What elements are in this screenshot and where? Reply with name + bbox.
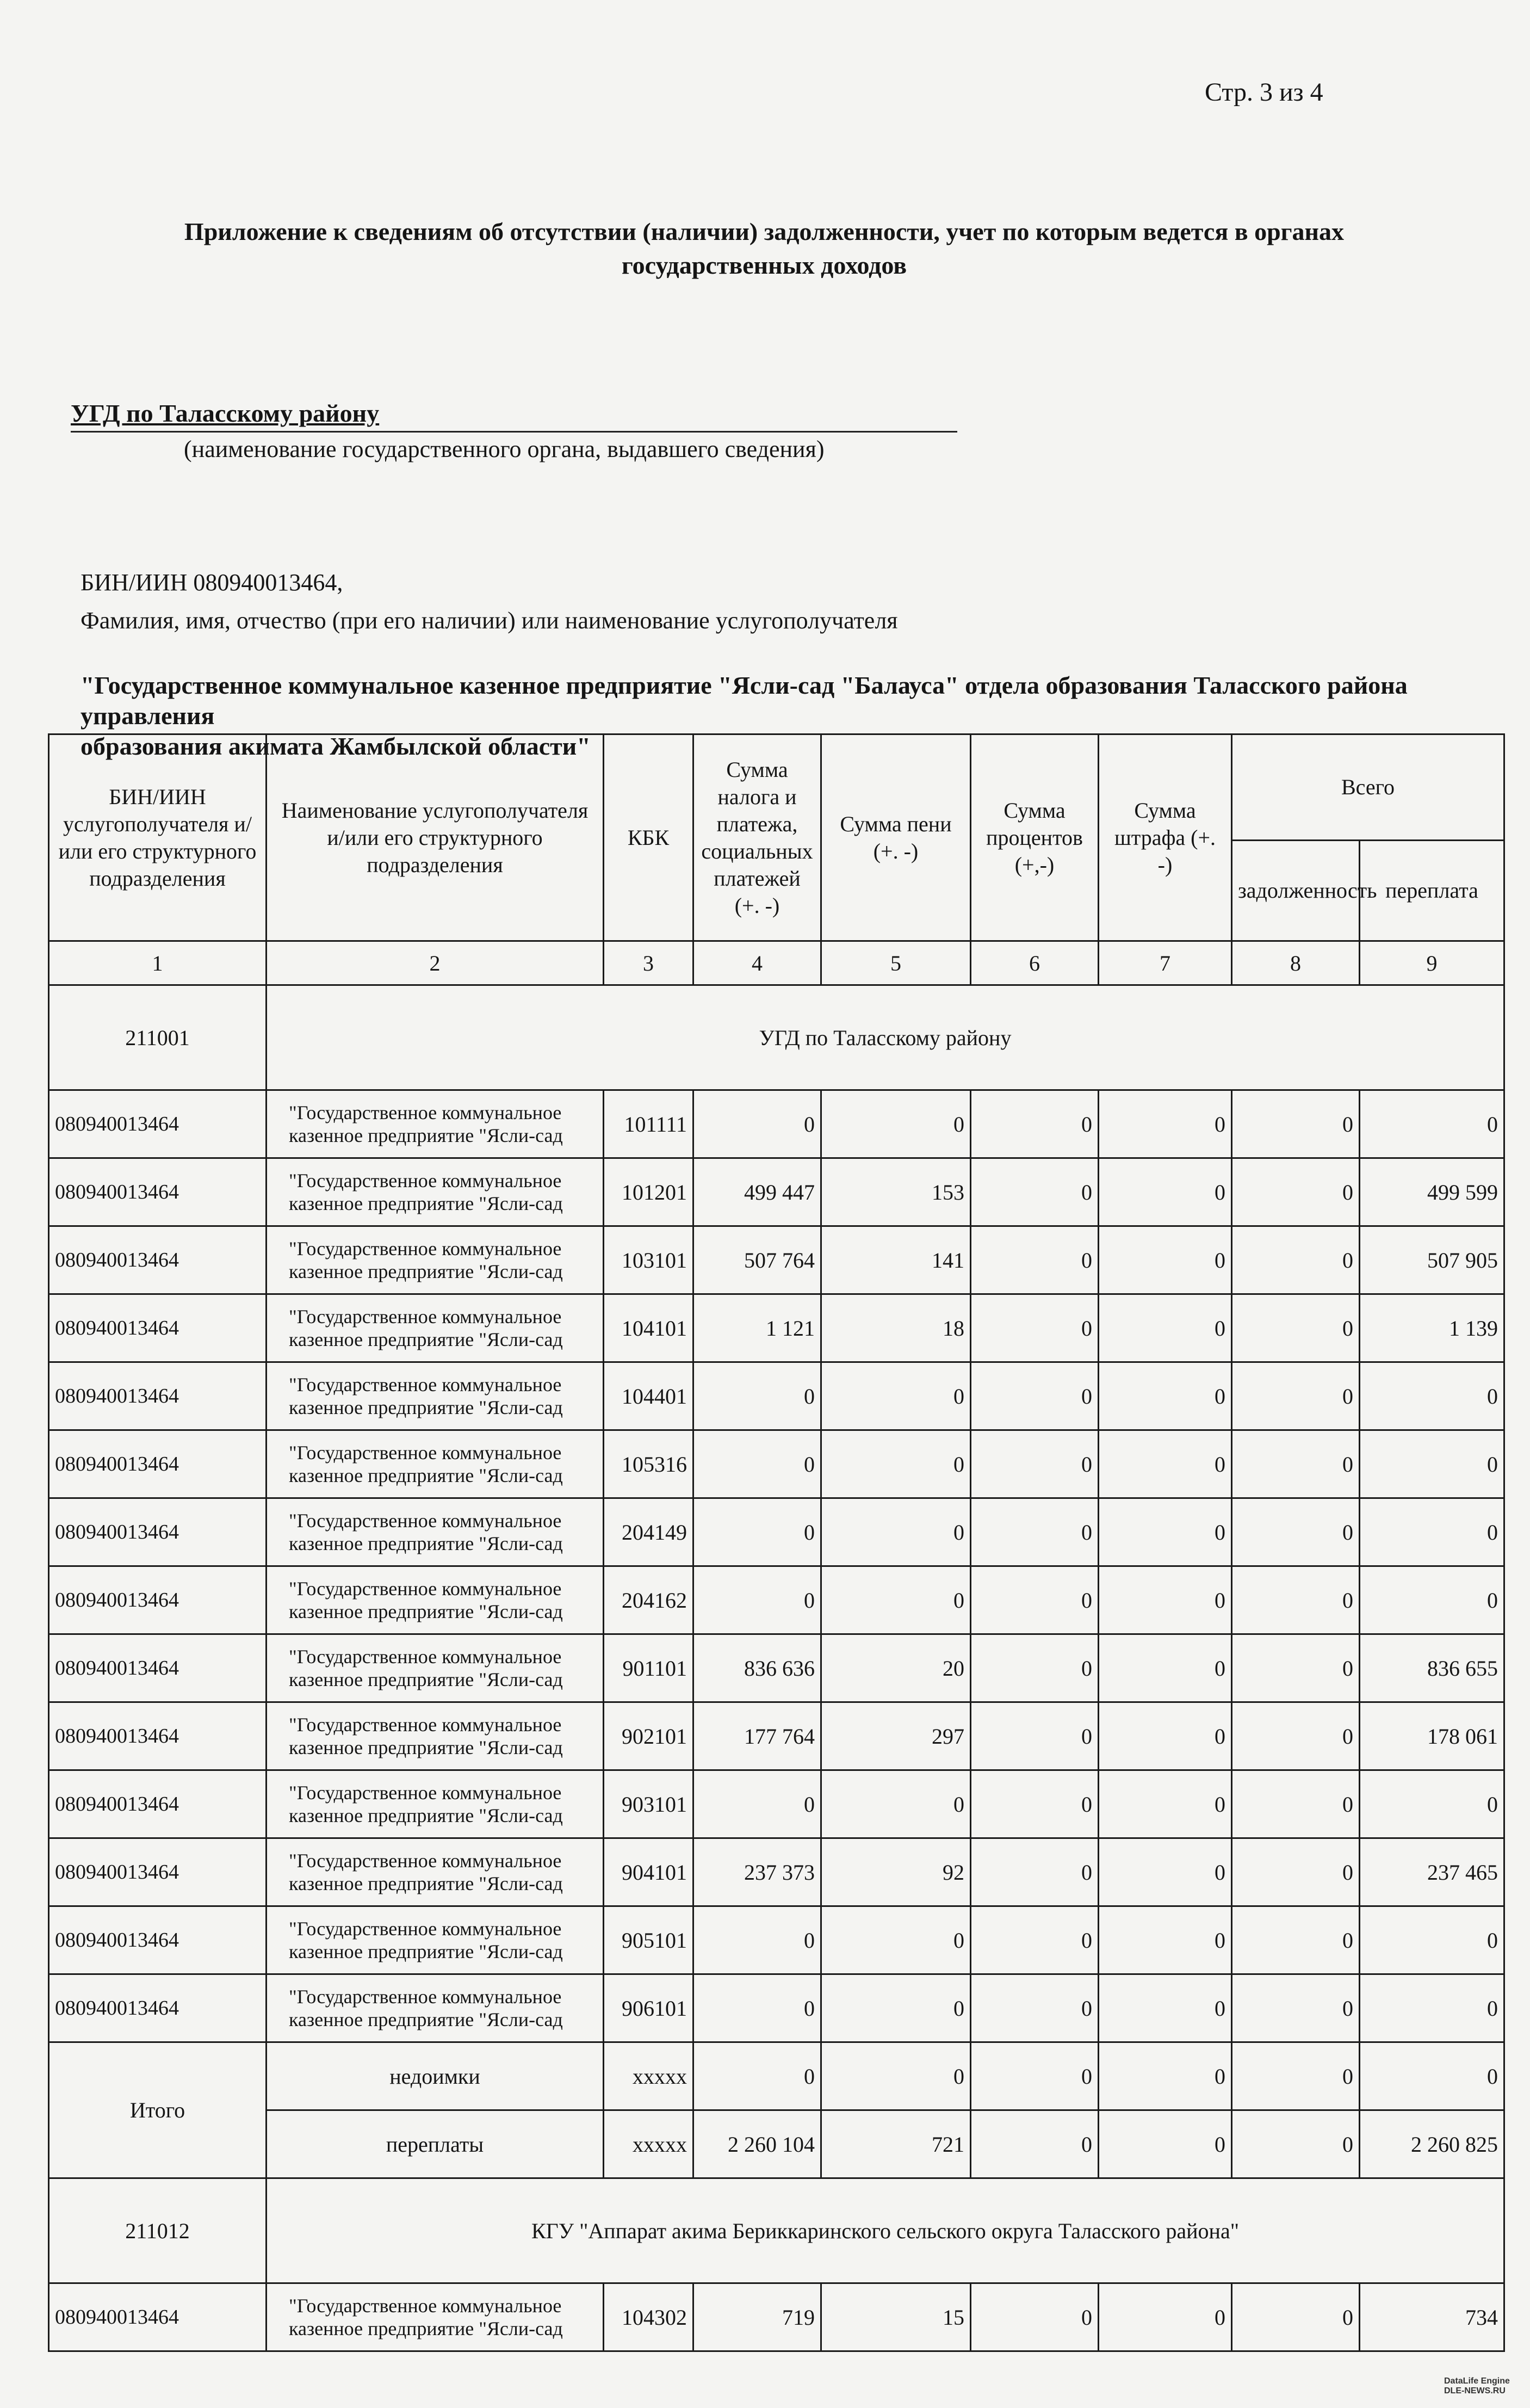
cell-name: "Государственное коммунальное казенное предприятие "Ясли-сад	[267, 1430, 604, 1498]
cell-interest: 0	[971, 1158, 1099, 1226]
cell-overpay: 237 465	[1360, 1838, 1504, 1906]
cell-debt: 0	[1232, 1906, 1360, 1974]
cell-tax: 1 121	[693, 1294, 821, 1362]
col-number: 5	[821, 941, 971, 985]
cell-interest: 0	[971, 2110, 1099, 2178]
cell-overpay: 2 260 825	[1360, 2110, 1504, 2178]
cell-name: "Государственное коммунальное казенное предприятие "Ясли-сад	[267, 1498, 604, 1566]
col-number: 7	[1099, 941, 1232, 985]
cell-debt: 0	[1232, 1090, 1360, 1158]
cell-overpay: 836 655	[1360, 1634, 1504, 1702]
cell-peni: 0	[821, 1498, 971, 1566]
cell-bin: 080940013464	[49, 2283, 267, 2351]
cell-name: "Государственное коммунальное казенное предприятие "Ясли-сад	[267, 1566, 604, 1634]
cell-fine: 0	[1099, 1770, 1232, 1838]
title-line-2: государственных доходов	[621, 251, 907, 279]
cell-debt: 0	[1232, 1634, 1360, 1702]
cell-debt: 0	[1232, 1226, 1360, 1294]
cell-peni: 0	[821, 1974, 971, 2042]
cell-overpay: 734	[1360, 2283, 1504, 2351]
cell-kbk: 104302	[604, 2283, 693, 2351]
cell-bin: 080940013464	[49, 1702, 267, 1770]
cell-debt: 0	[1232, 1498, 1360, 1566]
total-row-arrears	[49, 2042, 1504, 2110]
cell-bin: 080940013464	[49, 1770, 267, 1838]
cell-kbk: 905101	[604, 1906, 693, 1974]
cell-kbk: xxxxx	[604, 2042, 693, 2110]
cell-name: "Государственное коммунальное казенное предприятие "Ясли-сад	[267, 1362, 604, 1430]
authority-caption: (наименование государственного органа, выдавшего сведения)	[184, 436, 825, 462]
cell-interest: 0	[971, 1294, 1099, 1362]
cell-name: "Государственное коммунальное казенное предприятие "Ясли-сад	[267, 1634, 604, 1702]
cell-bin: 080940013464	[49, 1906, 267, 1974]
cell-fine: 0	[1099, 2283, 1232, 2351]
cell-bin: 080940013464	[49, 1498, 267, 1566]
cell-fine: 0	[1099, 1702, 1232, 1770]
page-number: Стр. 3 из 4	[1205, 78, 1323, 107]
cell-overpay: 0	[1360, 2042, 1504, 2110]
cell-interest: 0	[971, 1430, 1099, 1498]
cell-name: "Государственное коммунальное казенное предприятие "Ясли-сад	[267, 1906, 604, 1974]
cell-tax: 0	[693, 1974, 821, 2042]
department-code: 211012	[49, 2178, 267, 2283]
bin-line: БИН/ИИН 080940013464,	[80, 569, 343, 596]
total-row-overpayments	[49, 2110, 1504, 2178]
cell-bin: 080940013464	[49, 1634, 267, 1702]
header-overpay: переплата	[1360, 841, 1504, 941]
header-name: Наименование услугополучателя и/или его структурного подразделения	[267, 734, 604, 941]
cell-fine: 0	[1099, 1634, 1232, 1702]
cell-tax: 0	[693, 1906, 821, 1974]
table-row	[49, 1634, 1504, 1702]
cell-interest: 0	[971, 1566, 1099, 1634]
department-name: УГД по Таласскому району	[267, 985, 1504, 1090]
cell-fine: 0	[1099, 2110, 1232, 2178]
header-debt: задолженность	[1232, 841, 1360, 941]
header-penalty: Сумма пени (+. -)	[821, 734, 971, 941]
col-number: 4	[693, 941, 821, 985]
table-row	[49, 1090, 1504, 1158]
cell-kbk: 101111	[604, 1090, 693, 1158]
cell-tax: 0	[693, 1770, 821, 1838]
cell-interest: 0	[971, 1634, 1099, 1702]
cell-fine: 0	[1099, 1226, 1232, 1294]
cell-interest: 0	[971, 1090, 1099, 1158]
table-row	[49, 1226, 1504, 1294]
col-number: 3	[604, 941, 693, 985]
cell-fine: 0	[1099, 2042, 1232, 2110]
cell-peni: 15	[821, 2283, 971, 2351]
cell-tax: 0	[693, 2042, 821, 2110]
cell-interest: 0	[971, 1838, 1099, 1906]
cell-debt: 0	[1232, 2283, 1360, 2351]
cell-kbk: 901101	[604, 1634, 693, 1702]
header-interest: Сумма процентов (+,-)	[971, 734, 1099, 941]
cell-name: "Государственное коммунальное казенное предприятие "Ясли-сад	[267, 1158, 604, 1226]
cell-fine: 0	[1099, 1430, 1232, 1498]
department-code: 211001	[49, 985, 267, 1090]
table-row	[49, 1362, 1504, 1430]
cell-debt: 0	[1232, 1294, 1360, 1362]
cell-tax: 499 447	[693, 1158, 821, 1226]
cell-debt: 0	[1232, 1158, 1360, 1226]
cell-overpay: 0	[1360, 1430, 1504, 1498]
cell-bin: 080940013464	[49, 1838, 267, 1906]
cell-peni: 0	[821, 1770, 971, 1838]
table-row	[49, 1430, 1504, 1498]
total-type: переплаты	[267, 2110, 604, 2178]
cell-peni: 0	[821, 1906, 971, 1974]
cell-tax: 0	[693, 1090, 821, 1158]
cell-peni: 297	[821, 1702, 971, 1770]
header-kbk: КБК	[604, 734, 693, 941]
cell-interest: 0	[971, 1974, 1099, 2042]
cell-kbk: 204162	[604, 1566, 693, 1634]
header-tax: Сумма налога и платежа, социальных платежей (+. -)	[693, 734, 821, 941]
cell-debt: 0	[1232, 1566, 1360, 1634]
total-label: Итого	[49, 2042, 267, 2178]
cell-debt: 0	[1232, 2110, 1360, 2178]
cell-name: "Государственное коммунальное казенное предприятие "Ясли-сад	[267, 1226, 604, 1294]
cell-debt: 0	[1232, 1838, 1360, 1906]
footer-mark-line-2: DLE-NEWS.RU	[1444, 2386, 1506, 2395]
cell-kbk: 101201	[604, 1158, 693, 1226]
cell-bin: 080940013464	[49, 1226, 267, 1294]
table-row	[49, 1906, 1504, 1974]
cell-peni: 153	[821, 1158, 971, 1226]
cell-tax: 0	[693, 1362, 821, 1430]
total-type: недоимки	[267, 2042, 604, 2110]
cell-kbk: 104101	[604, 1294, 693, 1362]
cell-kbk: 103101	[604, 1226, 693, 1294]
cell-tax: 2 260 104	[693, 2110, 821, 2178]
recipient-line-1: "Государственное коммунальное казенное предприятие "Ясли-сад "Балауса" отдела образования Таласского района управления	[80, 671, 1408, 730]
cell-tax: 507 764	[693, 1226, 821, 1294]
cell-kbk: 906101	[604, 1974, 693, 2042]
cell-peni: 0	[821, 2042, 971, 2110]
cell-fine: 0	[1099, 1566, 1232, 1634]
table-row	[49, 1498, 1504, 1566]
cell-kbk: 902101	[604, 1702, 693, 1770]
column-number-row	[49, 941, 1504, 985]
cell-peni: 18	[821, 1294, 971, 1362]
cell-name: "Государственное коммунальное казенное предприятие "Ясли-сад	[267, 1770, 604, 1838]
table-row	[49, 1294, 1504, 1362]
cell-interest: 0	[971, 2042, 1099, 2110]
cell-bin: 080940013464	[49, 1974, 267, 2042]
cell-interest: 0	[971, 1770, 1099, 1838]
cell-kbk: 105316	[604, 1430, 693, 1498]
cell-debt: 0	[1232, 1362, 1360, 1430]
cell-fine: 0	[1099, 1158, 1232, 1226]
cell-peni: 0	[821, 1362, 971, 1430]
footer-watermark	[1444, 2376, 1510, 2396]
recipient-line-2: образования акимата Жамбылской области"	[80, 732, 591, 760]
debt-table	[48, 733, 1505, 2352]
cell-debt: 0	[1232, 2042, 1360, 2110]
col-number: 1	[49, 941, 267, 985]
cell-overpay: 0	[1360, 1974, 1504, 2042]
cell-interest: 0	[971, 2283, 1099, 2351]
cell-kbk: xxxxx	[604, 2110, 693, 2178]
cell-fine: 0	[1099, 1838, 1232, 1906]
cell-fine: 0	[1099, 1498, 1232, 1566]
cell-bin: 080940013464	[49, 1362, 267, 1430]
cell-debt: 0	[1232, 1430, 1360, 1498]
cell-peni: 0	[821, 1566, 971, 1634]
cell-peni: 721	[821, 2110, 971, 2178]
cell-tax: 719	[693, 2283, 821, 2351]
cell-tax: 177 764	[693, 1702, 821, 1770]
department-row	[49, 985, 1504, 1090]
cell-overpay: 0	[1360, 1362, 1504, 1430]
cell-fine: 0	[1099, 1974, 1232, 2042]
cell-interest: 0	[971, 1702, 1099, 1770]
cell-fine: 0	[1099, 1090, 1232, 1158]
cell-tax: 0	[693, 1498, 821, 1566]
department-name: КГУ "Аппарат акима Бериккаринского сельского округа Таласского района"	[267, 2178, 1504, 2283]
document-title	[163, 215, 1365, 282]
cell-interest: 0	[971, 1362, 1099, 1430]
cell-overpay: 499 599	[1360, 1158, 1504, 1226]
header-total: Всего	[1232, 734, 1504, 841]
cell-overpay: 0	[1360, 1770, 1504, 1838]
cell-fine: 0	[1099, 1294, 1232, 1362]
cell-bin: 080940013464	[49, 1566, 267, 1634]
cell-peni: 20	[821, 1634, 971, 1702]
cell-debt: 0	[1232, 1974, 1360, 2042]
cell-bin: 080940013464	[49, 1158, 267, 1226]
col-number: 2	[267, 941, 604, 985]
table-row	[49, 1974, 1504, 2042]
cell-name: "Государственное коммунальное казенное предприятие "Ясли-сад	[267, 2283, 604, 2351]
cell-peni: 0	[821, 1090, 971, 1158]
cell-kbk: 903101	[604, 1770, 693, 1838]
cell-overpay: 0	[1360, 1566, 1504, 1634]
cell-kbk: 104401	[604, 1362, 693, 1430]
cell-name: "Государственное коммунальное казенное предприятие "Ясли-сад	[267, 1294, 604, 1362]
table-row	[49, 1838, 1504, 1906]
cell-overpay: 0	[1360, 1906, 1504, 1974]
table-row	[49, 2283, 1504, 2351]
cell-kbk: 204149	[604, 1498, 693, 1566]
table-row	[49, 1770, 1504, 1838]
footer-mark-line-1: DataLife Engine	[1444, 2376, 1510, 2386]
col-number: 6	[971, 941, 1099, 985]
cell-name: "Государственное коммунальное казенное предприятие "Ясли-сад	[267, 1090, 604, 1158]
cell-fine: 0	[1099, 1906, 1232, 1974]
cell-tax: 836 636	[693, 1634, 821, 1702]
cell-interest: 0	[971, 1906, 1099, 1974]
name-caption: Фамилия, имя, отчество (при его наличии) или наименование услугополучателя	[80, 607, 898, 634]
cell-peni: 141	[821, 1226, 971, 1294]
cell-interest: 0	[971, 1226, 1099, 1294]
table-row	[49, 1158, 1504, 1226]
cell-overpay: 178 061	[1360, 1702, 1504, 1770]
cell-tax: 0	[693, 1430, 821, 1498]
cell-overpay: 507 905	[1360, 1226, 1504, 1294]
header-fine: Сумма штрафа (+. -)	[1099, 734, 1232, 941]
department-row	[49, 2178, 1504, 2283]
cell-interest: 0	[971, 1498, 1099, 1566]
cell-fine: 0	[1099, 1362, 1232, 1430]
cell-kbk: 904101	[604, 1838, 693, 1906]
title-line-1: Приложение к сведениям об отсутствии (наличии) задолженности, учет по которым ведется в органах	[184, 218, 1345, 245]
cell-debt: 0	[1232, 1702, 1360, 1770]
cell-debt: 0	[1232, 1770, 1360, 1838]
cell-peni: 0	[821, 1430, 971, 1498]
header-bin: БИН/ИИН услугополучателя и/или его структурного подразделения	[49, 734, 267, 941]
cell-overpay: 0	[1360, 1090, 1504, 1158]
cell-name: "Государственное коммунальное казенное предприятие "Ясли-сад	[267, 1974, 604, 2042]
cell-overpay: 0	[1360, 1498, 1504, 1566]
cell-bin: 080940013464	[49, 1294, 267, 1362]
table-row	[49, 1702, 1504, 1770]
issuing-authority: УГД по Таласскому району	[71, 398, 957, 433]
cell-peni: 92	[821, 1838, 971, 1906]
cell-tax: 0	[693, 1566, 821, 1634]
cell-bin: 080940013464	[49, 1430, 267, 1498]
cell-bin: 080940013464	[49, 1090, 267, 1158]
table-row	[49, 1566, 1504, 1634]
col-number: 9	[1360, 941, 1504, 985]
cell-tax: 237 373	[693, 1838, 821, 1906]
col-number: 8	[1232, 941, 1360, 985]
cell-name: "Государственное коммунальное казенное предприятие "Ясли-сад	[267, 1838, 604, 1906]
cell-name: "Государственное коммунальное казенное предприятие "Ясли-сад	[267, 1702, 604, 1770]
cell-overpay: 1 139	[1360, 1294, 1504, 1362]
